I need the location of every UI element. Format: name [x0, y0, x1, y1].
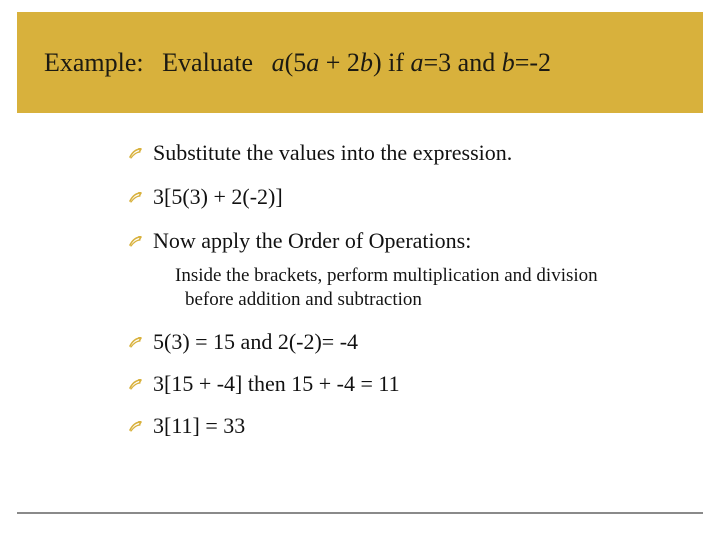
swoosh-arrow-icon [129, 192, 143, 203]
swoosh-arrow-icon [129, 421, 143, 432]
bullet-text: 5(3) = 15 and 2(-2)= -4 [153, 329, 359, 354]
title-expr-part: ) if [372, 48, 411, 77]
title-expr-part: + 2 [319, 48, 360, 77]
title-var-b: b [501, 48, 515, 77]
bullet-text: Substitute the values into the expression. [153, 140, 513, 165]
swoosh-arrow-icon [129, 236, 143, 247]
swoosh-arrow-icon [129, 337, 143, 348]
bullet-text: 3[11] = 33 [153, 413, 246, 438]
footer-divider [17, 512, 703, 514]
bullet-text: 3[15 + -4] then 15 + -4 = 11 [153, 371, 400, 396]
title-var-a: a [306, 48, 320, 77]
title-var-a: a [271, 48, 285, 77]
sub-note-line: before addition and subtraction [185, 289, 422, 310]
title-expr-part: (5 [284, 48, 307, 77]
title-evaluate: Evaluate [162, 48, 254, 77]
sub-note [175, 264, 695, 312]
title-var-b: b [359, 48, 373, 77]
title-expr-part: =-2 [514, 48, 552, 77]
swoosh-arrow-icon [129, 148, 143, 159]
title-var-a: a [410, 48, 424, 77]
title-prefix: Example: [44, 48, 144, 77]
bullet-text: Now apply the Order of Operations: [153, 228, 472, 253]
swoosh-arrow-icon [129, 379, 143, 390]
sub-note-line: Inside the brackets, perform multiplication and division [175, 265, 598, 286]
bullet-text: 3[5(3) + 2(-2)] [153, 184, 283, 209]
title-expr-part: =3 and [423, 48, 502, 77]
